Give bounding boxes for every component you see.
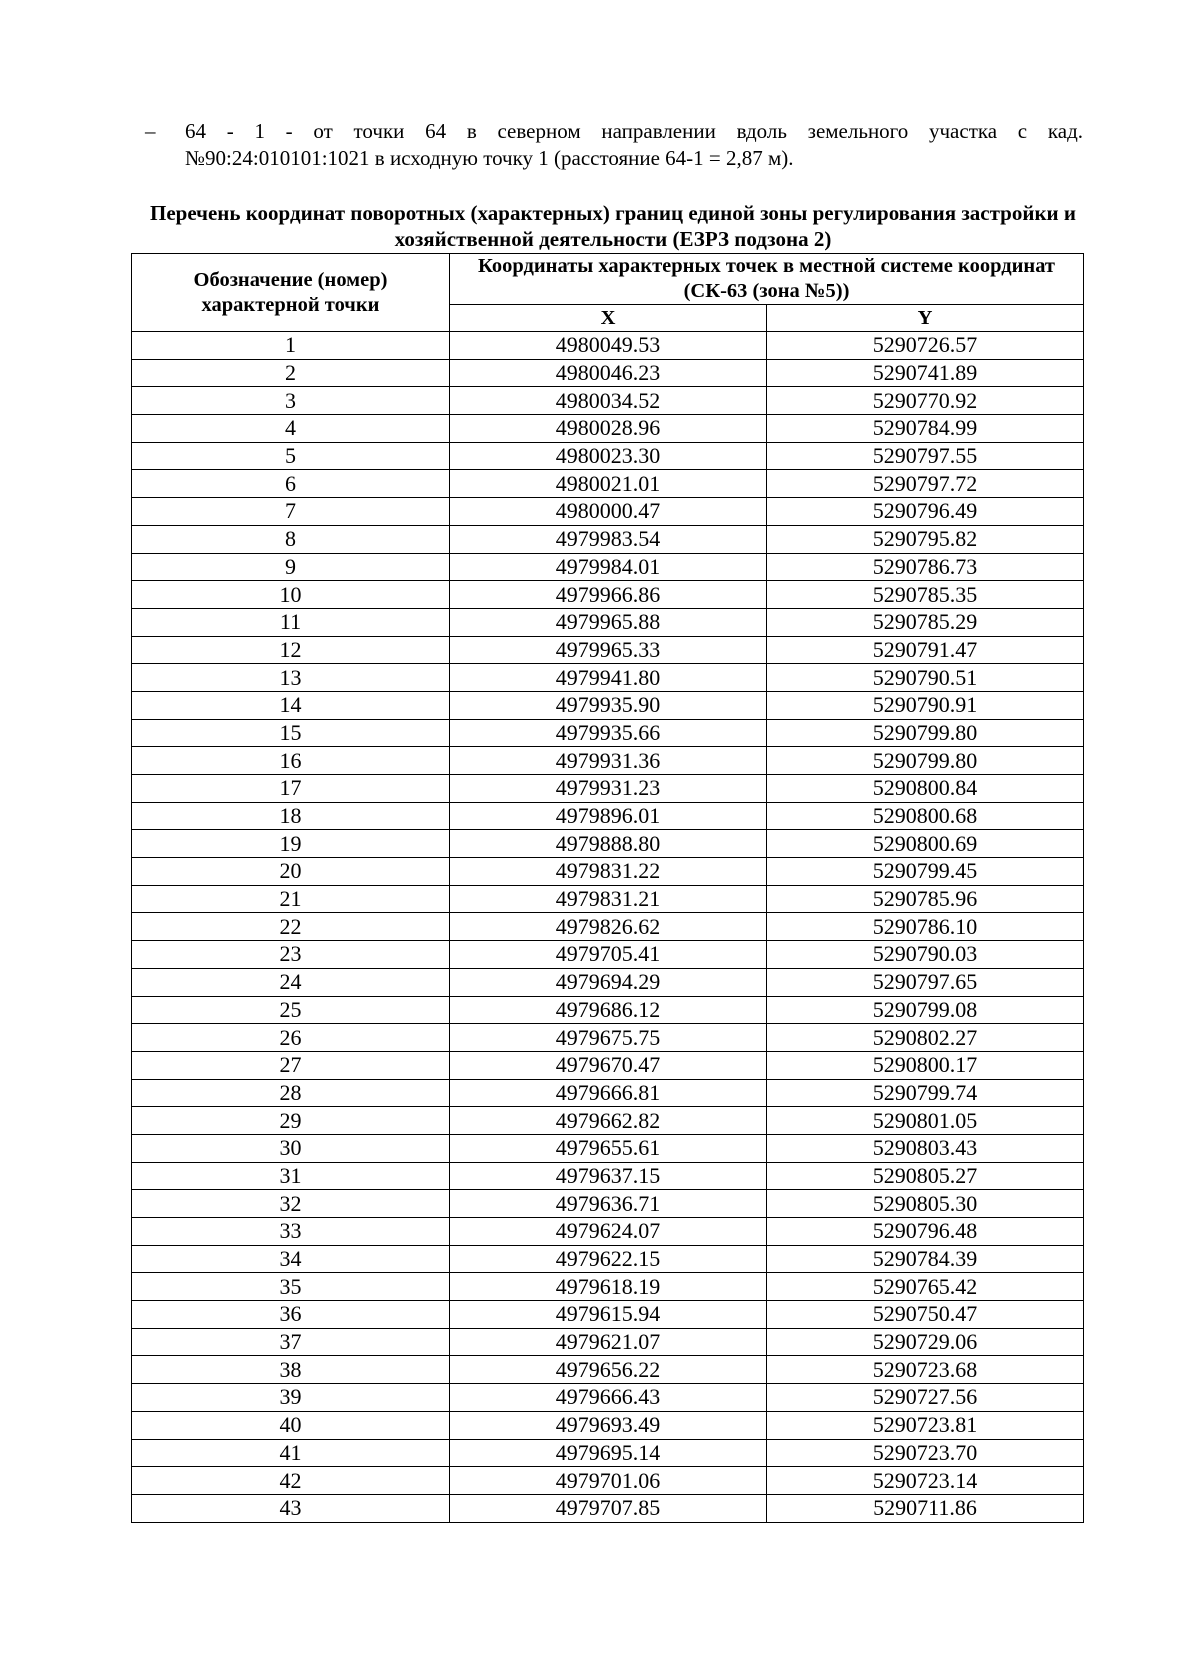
cell-x: 4979931.23 [450,775,767,803]
coordinates-table-body [132,332,1084,1523]
list-dash: – [145,119,156,143]
cell-point-number: 39 [132,1384,450,1412]
cell-x: 4979662.82 [450,1107,767,1135]
cell-y: 5290797.72 [767,470,1084,498]
cell-y: 5290790.91 [767,691,1084,719]
table-row [132,1162,1084,1190]
cell-x: 4979707.85 [450,1494,767,1522]
cell-x: 4979694.29 [450,968,767,996]
cell-point-number: 37 [132,1328,450,1356]
cell-point-number: 9 [132,553,450,581]
cell-y: 5290784.99 [767,415,1084,443]
cell-point-number: 20 [132,858,450,886]
cell-y: 5290786.73 [767,553,1084,581]
table-row [132,747,1084,775]
cell-y: 5290786.10 [767,913,1084,941]
cell-y: 5290785.29 [767,608,1084,636]
cell-point-number: 8 [132,525,450,553]
table-row [132,885,1084,913]
cell-point-number: 24 [132,968,450,996]
table-row [132,608,1084,636]
cell-point-number: 14 [132,691,450,719]
cell-x: 4980046.23 [450,359,767,387]
cell-point-number: 7 [132,498,450,526]
cell-y: 5290741.89 [767,359,1084,387]
cell-point-number: 19 [132,830,450,858]
coordinates-table [131,253,1084,1523]
cell-y: 5290723.70 [767,1439,1084,1467]
table-row [132,581,1084,609]
header-y: Y [767,305,1084,332]
cell-x: 4979888.80 [450,830,767,858]
cell-point-number: 34 [132,1245,450,1273]
table-row [132,1024,1084,1052]
cell-y: 5290799.08 [767,996,1084,1024]
cell-x: 4980049.53 [450,332,767,360]
cell-point-number: 13 [132,664,450,692]
cell-x: 4979965.88 [450,608,767,636]
table-row [132,1134,1084,1162]
cell-point-number: 23 [132,941,450,969]
cell-y: 5290770.92 [767,387,1084,415]
cell-y: 5290802.27 [767,1024,1084,1052]
table-row [132,359,1084,387]
cell-y: 5290800.69 [767,830,1084,858]
cell-point-number: 12 [132,636,450,664]
table-row [132,858,1084,886]
table-row [132,664,1084,692]
cell-point-number: 41 [132,1439,450,1467]
cell-y: 5290711.86 [767,1494,1084,1522]
table-row [132,387,1084,415]
cell-point-number: 10 [132,581,450,609]
cell-point-number: 36 [132,1301,450,1329]
table-row [132,691,1084,719]
cell-x: 4979622.15 [450,1245,767,1273]
cell-y: 5290790.03 [767,941,1084,969]
cell-point-number: 35 [132,1273,450,1301]
cell-point-number: 33 [132,1218,450,1246]
cell-point-number: 32 [132,1190,450,1218]
cell-point-number: 15 [132,719,450,747]
cell-x: 4979637.15 [450,1162,767,1190]
cell-point-number: 3 [132,387,450,415]
cell-y: 5290796.48 [767,1218,1084,1246]
cell-y: 5290800.17 [767,1051,1084,1079]
cell-y: 5290729.06 [767,1328,1084,1356]
table-row [132,996,1084,1024]
cell-point-number: 30 [132,1134,450,1162]
table-row [132,525,1084,553]
table-row [132,1384,1084,1412]
cell-y: 5290805.30 [767,1190,1084,1218]
cell-x: 4979624.07 [450,1218,767,1246]
table-row [132,553,1084,581]
table-row [132,1245,1084,1273]
table-row [132,1079,1084,1107]
cell-point-number: 38 [132,1356,450,1384]
cell-x: 4979705.41 [450,941,767,969]
header-coordinates: Координаты характерных точек в местной системе координат (СК-63 (зона №5)) [450,254,1084,305]
cell-point-number: 18 [132,802,450,830]
cell-y: 5290799.80 [767,719,1084,747]
header-x: X [450,305,767,332]
table-row [132,775,1084,803]
cell-y: 5290765.42 [767,1273,1084,1301]
table-row [132,1356,1084,1384]
table-row [132,1107,1084,1135]
cell-y: 5290800.84 [767,775,1084,803]
cell-x: 4979695.14 [450,1439,767,1467]
table-row [132,1190,1084,1218]
cell-y: 5290800.68 [767,802,1084,830]
cell-x: 4979941.80 [450,664,767,692]
intro-line-2: №90:24:010101:1021 в исходную точку 1 (расстояние 64-1 = 2,87 м). [185,146,794,170]
table-title: Перечень координат поворотных (характерных) границ единой зоны регулирования застройки и хозяйственной деятельности (ЕЗРЗ подзона 2) [149,201,1076,251]
cell-x: 4980021.01 [450,470,767,498]
table-row [132,636,1084,664]
cell-x: 4979984.01 [450,553,767,581]
table-row [132,1411,1084,1439]
cell-y: 5290801.05 [767,1107,1084,1135]
cell-y: 5290796.49 [767,498,1084,526]
table-row [132,1494,1084,1522]
table-row [132,830,1084,858]
cell-point-number: 43 [132,1494,450,1522]
cell-x: 4979935.90 [450,691,767,719]
cell-y: 5290805.27 [767,1162,1084,1190]
cell-point-number: 21 [132,885,450,913]
intro-line-1: 64 - 1 - от точки 64 в северном направлении вдоль земельного участка с кад. [185,119,1083,143]
cell-x: 4979666.81 [450,1079,767,1107]
cell-y: 5290723.14 [767,1467,1084,1495]
cell-y: 5290727.56 [767,1384,1084,1412]
cell-point-number: 28 [132,1079,450,1107]
table-row [132,1467,1084,1495]
cell-x: 4980034.52 [450,387,767,415]
cell-x: 4979701.06 [450,1467,767,1495]
cell-x: 4979618.19 [450,1273,767,1301]
cell-point-number: 26 [132,1024,450,1052]
cell-point-number: 5 [132,442,450,470]
cell-x: 4979675.75 [450,1024,767,1052]
table-row [132,719,1084,747]
cell-x: 4979931.36 [450,747,767,775]
cell-point-number: 4 [132,415,450,443]
cell-x: 4980000.47 [450,498,767,526]
cell-y: 5290791.47 [767,636,1084,664]
table-row [132,415,1084,443]
cell-point-number: 42 [132,1467,450,1495]
cell-x: 4979655.61 [450,1134,767,1162]
cell-x: 4979621.07 [450,1328,767,1356]
cell-y: 5290785.35 [767,581,1084,609]
table-row [132,498,1084,526]
table-row [132,913,1084,941]
cell-x: 4979666.43 [450,1384,767,1412]
table-row [132,968,1084,996]
cell-point-number: 31 [132,1162,450,1190]
cell-point-number: 16 [132,747,450,775]
table-row [132,1218,1084,1246]
cell-y: 5290797.55 [767,442,1084,470]
cell-x: 4979686.12 [450,996,767,1024]
cell-y: 5290795.82 [767,525,1084,553]
cell-point-number: 6 [132,470,450,498]
table-row [132,802,1084,830]
cell-y: 5290723.81 [767,1411,1084,1439]
header-point-number: Обозначение (номер) характерной точки [132,254,450,332]
cell-y: 5290799.74 [767,1079,1084,1107]
cell-y: 5290784.39 [767,1245,1084,1273]
table-row [132,1051,1084,1079]
table-row [132,442,1084,470]
cell-x: 4979983.54 [450,525,767,553]
cell-y: 5290785.96 [767,885,1084,913]
table-row [132,1273,1084,1301]
cell-x: 4979965.33 [450,636,767,664]
cell-point-number: 1 [132,332,450,360]
cell-x: 4979896.01 [450,802,767,830]
cell-x: 4979693.49 [450,1411,767,1439]
cell-point-number: 40 [132,1411,450,1439]
cell-y: 5290797.65 [767,968,1084,996]
table-row [132,1439,1084,1467]
cell-x: 4979615.94 [450,1301,767,1329]
table-row [132,470,1084,498]
cell-x: 4979656.22 [450,1356,767,1384]
table-row [132,1301,1084,1329]
cell-point-number: 22 [132,913,450,941]
cell-point-number: 25 [132,996,450,1024]
cell-y: 5290799.45 [767,858,1084,886]
cell-x: 4979831.21 [450,885,767,913]
cell-y: 5290726.57 [767,332,1084,360]
cell-y: 5290803.43 [767,1134,1084,1162]
cell-x: 4979826.62 [450,913,767,941]
cell-x: 4979935.66 [450,719,767,747]
cell-x: 4979636.71 [450,1190,767,1218]
cell-y: 5290723.68 [767,1356,1084,1384]
cell-x: 4980028.96 [450,415,767,443]
cell-x: 4979831.22 [450,858,767,886]
cell-y: 5290750.47 [767,1301,1084,1329]
cell-x: 4979670.47 [450,1051,767,1079]
cell-point-number: 11 [132,608,450,636]
cell-y: 5290799.80 [767,747,1084,775]
table-row [132,332,1084,360]
cell-point-number: 29 [132,1107,450,1135]
cell-point-number: 2 [132,359,450,387]
cell-point-number: 17 [132,775,450,803]
cell-point-number: 27 [132,1051,450,1079]
cell-x: 4980023.30 [450,442,767,470]
table-row [132,941,1084,969]
table-row [132,1328,1084,1356]
cell-x: 4979966.86 [450,581,767,609]
cell-y: 5290790.51 [767,664,1084,692]
